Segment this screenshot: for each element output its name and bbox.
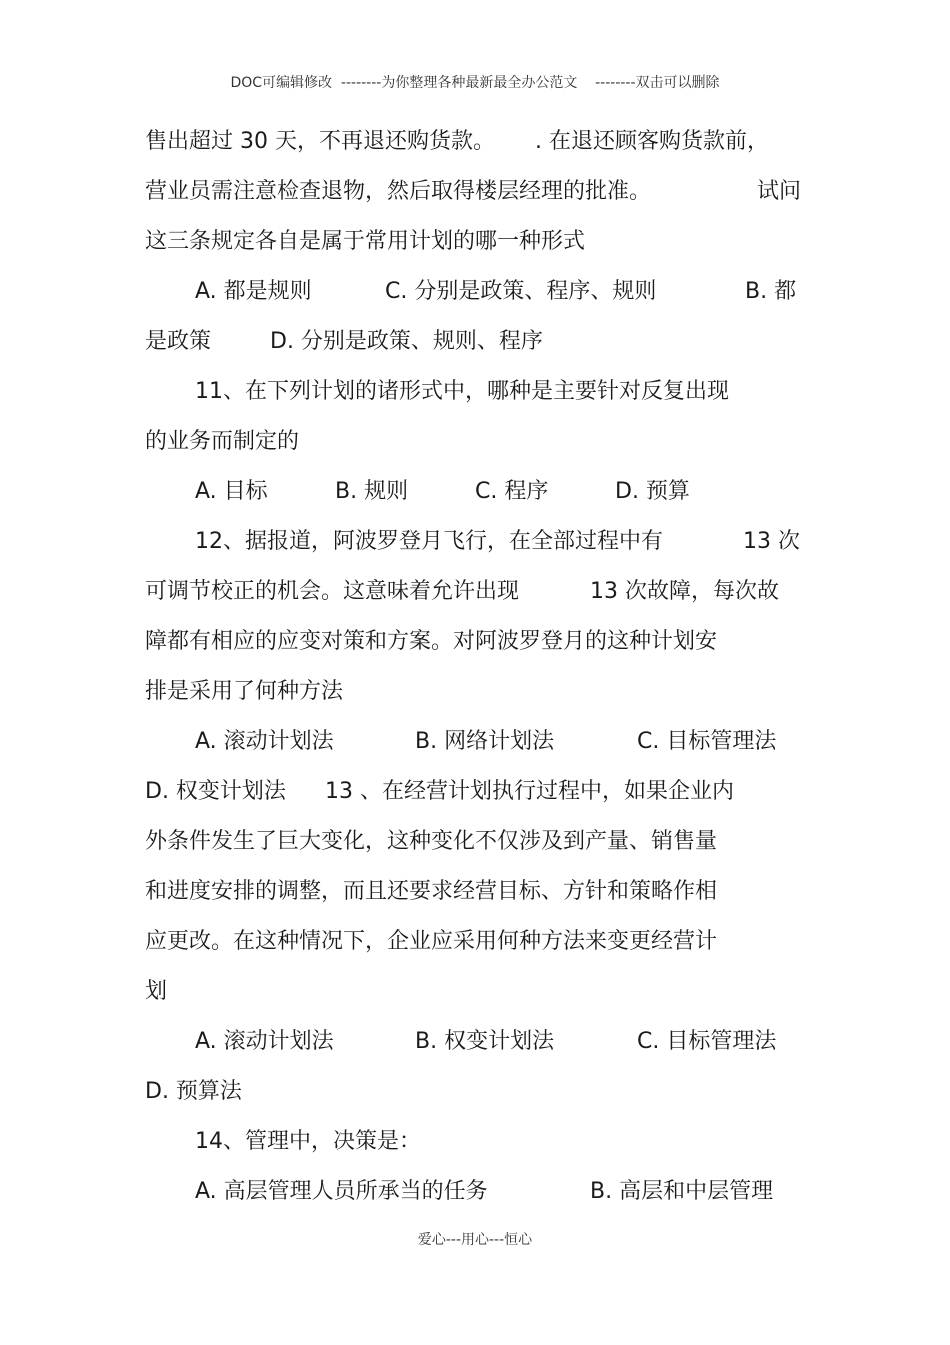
text-segment: 试问 bbox=[757, 179, 802, 204]
text-segment: 外条件发生了巨大变化，这种变化不仅涉及到产量、销售量 bbox=[145, 829, 718, 854]
text-segment: . 在退还顾客购货款前， bbox=[535, 129, 769, 154]
text-segment: B. 网络计划法 bbox=[415, 729, 555, 754]
text-segment: B. 规则 bbox=[335, 479, 409, 504]
text-segment: D. 权变计划法 bbox=[145, 779, 286, 804]
text-segment: C. 目标管理法 bbox=[637, 1029, 777, 1054]
text-segment: A. 滚动计划法 bbox=[195, 729, 334, 754]
text-segment: C. 分别是政策、程序、规则 bbox=[385, 279, 657, 304]
text-segment: B. 权变计划法 bbox=[415, 1029, 555, 1054]
text-segment: 划 bbox=[145, 979, 168, 1004]
text-segment: 13 次 bbox=[743, 529, 800, 554]
text-segment: 13 、在经营计划执行过程中，如果企业内 bbox=[325, 779, 734, 804]
text-segment: 12、据报道，阿波罗登月飞行，在全部过程中有 bbox=[195, 529, 663, 554]
text-segment: D. 分别是政策、规则、程序 bbox=[270, 329, 543, 354]
text-segment: D. 预算 bbox=[615, 479, 690, 504]
text-segment: 障都有相应的应变对策和方案。对阿波罗登月的这种计划安 bbox=[145, 629, 718, 654]
text-segment: 售出超过 30 天，不再退还购货款。 bbox=[145, 129, 495, 154]
text-segment: 11、在下列计划的诸形式中，哪种是主要针对反复出现 bbox=[195, 379, 729, 404]
text-segment: 的业务而制定的 bbox=[145, 429, 300, 454]
text-segment: A. 滚动计划法 bbox=[195, 1029, 334, 1054]
text-segment: D. 预算法 bbox=[145, 1079, 242, 1104]
text-segment: B. 高层和中层管理 bbox=[590, 1179, 774, 1204]
text-segment: 13 次故障，每次故 bbox=[590, 579, 779, 604]
text-segment: 排是采用了何种方法 bbox=[145, 679, 344, 704]
text-segment: 和进度安排的调整，而且还要求经营目标、方针和策略作相 bbox=[145, 879, 718, 904]
text-segment: 14、管理中，决策是： bbox=[195, 1129, 421, 1154]
text-segment: 是政策 bbox=[145, 329, 212, 354]
text-segment: A. 高层管理人员所承当的任务 bbox=[195, 1179, 488, 1204]
text-segment: A. 目标 bbox=[195, 479, 268, 504]
text-segment: 这三条规定各自是属于常用计划的哪一种形式 bbox=[145, 229, 586, 254]
text-segment: 应更改。在这种情况下，企业应采用何种方法来变更经营计 bbox=[145, 929, 718, 954]
text-segment: B. 都 bbox=[745, 279, 797, 304]
page-header: DOC可编辑修改 --------为你整理各种最新最全办公范文 --------双击可以删除 bbox=[230, 75, 720, 91]
page-footer: 爱心---用心---恒心 bbox=[417, 1232, 533, 1248]
text-segment: A. 都是规则 bbox=[195, 279, 312, 304]
text-segment: 营业员需注意检查退物，然后取得楼层经理的批准。 bbox=[145, 179, 652, 204]
text-segment: C. 目标管理法 bbox=[637, 729, 777, 754]
text-segment: C. 程序 bbox=[475, 479, 549, 504]
text-segment: 可调节校正的机会。这意味着允许出现 bbox=[145, 579, 520, 604]
